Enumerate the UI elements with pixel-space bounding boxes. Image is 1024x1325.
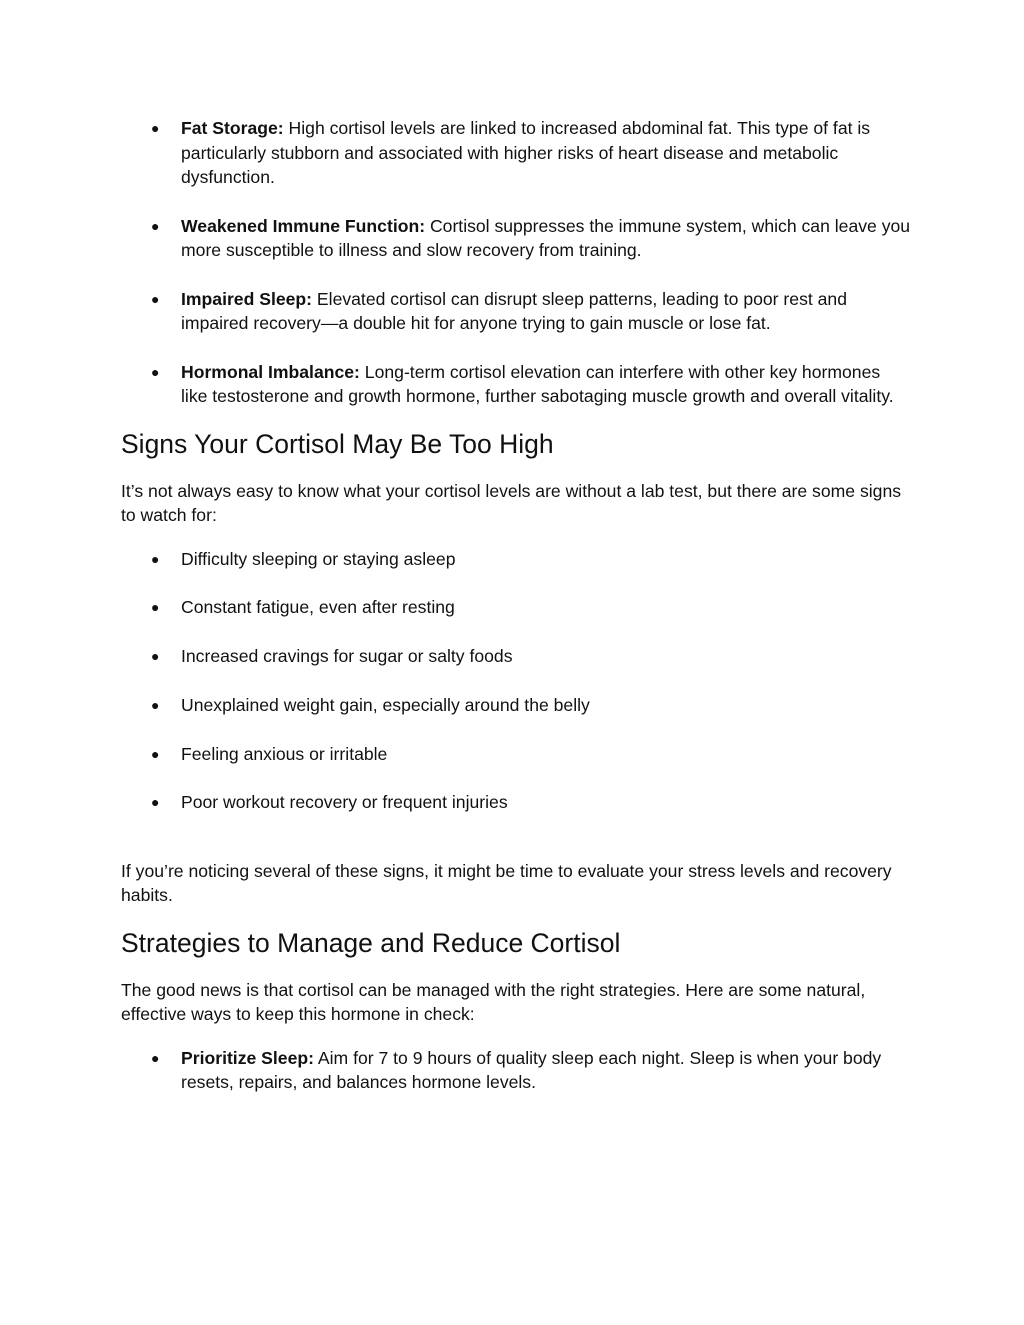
list-item [121,644,911,669]
list-item-text: Constant fatigue, even after resting [181,597,455,618]
section-heading-strategies: Strategies to Manage and Reduce Cortisol [121,927,621,958]
list-item [121,790,911,815]
list-item-text: Unexplained weight gain, especially around the belly [181,694,590,715]
bullet-icon: ● [151,290,160,307]
signs-list [121,547,911,815]
bullet-icon: ● [151,550,160,567]
cortisol-effects-list [121,116,911,409]
list-item-term: Weakened Immune Function: [181,215,426,236]
strategies-intro-paragraph: The good news is that cortisol can be managed with the right strategies. Here are some natural, effective ways to keep this hormone in check: [121,979,866,1025]
list-item-text: Feeling anxious or irritable [181,743,388,764]
list-item-text: Increased cravings for sugar or salty foods [181,646,513,667]
bullet-icon: ● [151,363,160,380]
strategies-list [121,1046,911,1095]
list-item-text: Aim for 7 to 9 hours of quality sleep each night. Sleep is when your body resets, repairs, and balances hormone levels. [181,1047,882,1093]
list-item-term: Hormonal Imbalance: [181,361,360,382]
list-item-term: Impaired Sleep: [181,288,313,309]
bullet-icon: ● [151,217,160,234]
list-item [121,595,911,620]
list-item-text: Long-term cortisol elevation can interfere with other key hormones like testosterone and growth hormone, further sabotaging muscle growth and overall vitality. [181,361,894,406]
bullet-icon: ● [151,794,160,811]
list-item [121,360,911,409]
list-item [121,693,911,718]
bullet-icon: ● [151,648,160,665]
document-content [121,116,911,1095]
list-item [121,287,911,336]
bullet-icon: ● [151,1049,160,1066]
section-heading-signs: Signs Your Cortisol May Be Too High [121,428,554,459]
list-item-text: Difficulty sleeping or staying asleep [181,548,456,569]
signs-intro-paragraph: It’s not always easy to know what your cortisol levels are without a lab test, but there are some signs to watch for: [121,480,902,525]
bullet-icon: ● [151,120,160,136]
list-item-term: Prioritize Sleep: [181,1047,314,1068]
list-item [121,116,911,190]
list-item [121,547,911,572]
list-item-text: Poor workout recovery or frequent injuries [181,792,508,813]
bullet-icon: ● [151,745,160,762]
list-item [121,1046,911,1095]
bullet-icon: ● [151,696,160,713]
signs-outro-paragraph: If you’re noticing several of these signs, it might be time to evaluate your stress levels and recovery habits. [121,860,892,906]
list-item-text: Cortisol suppresses the immune system, which can leave you more susceptible to illness and slow recovery from training. [181,215,911,260]
list-item [121,214,911,263]
list-item-text: Elevated cortisol can disrupt sleep patterns, leading to poor rest and impaired recovery—a double hit for anyone trying to gain muscle or lose fat. [181,288,847,333]
list-item-term: Fat Storage: [181,118,284,138]
bullet-icon: ● [151,599,160,616]
list-item-text: High cortisol levels are linked to increased abdominal fat. This type of fat is particularly stubborn and associated with higher risks of heart disease and metabolic dysfunction. [181,118,871,187]
list-item [121,742,911,767]
